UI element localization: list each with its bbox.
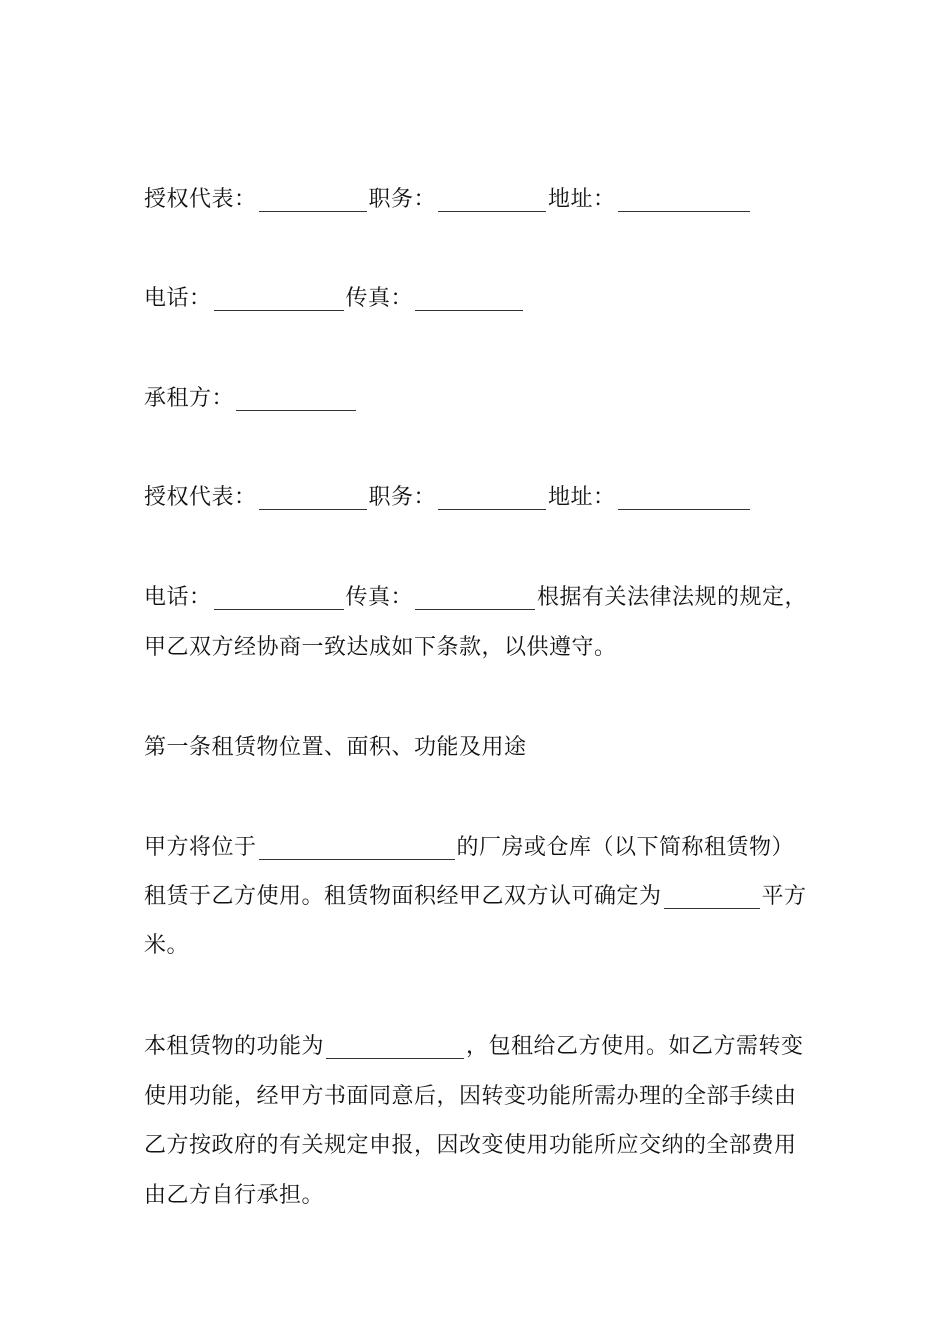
preamble-line: 甲乙双方经协商一致达成如下条款，以供遵守。 [144,635,617,660]
article1-p1-line1 [144,834,794,862]
phone-label: 电话： [144,286,212,311]
article1-p1-line3: 米。 [144,933,190,958]
preamble-tail: 根据有关法律法规的规定， [537,585,808,610]
article1-p2-line2: 使用功能，经甲方书面同意后，因转变功能所需办理的全部手续由 [144,1084,797,1109]
rep-label: 授权代表： [144,187,257,212]
area-blank[interactable] [664,886,760,909]
phone-label: 电话： [144,585,212,610]
p2-text-b: ，包租给乙方使用。如乙方需转变 [466,1034,804,1059]
lessee-label: 承租方： [144,386,235,411]
rep-label: 授权代表： [144,485,257,510]
article1-p2-line1 [144,1033,804,1061]
fax-label: 传真： [345,585,414,610]
address-label: 地址： [548,485,616,510]
lessee-blank[interactable] [236,388,356,411]
title-label: 职务： [368,187,437,212]
lessee-rep-line [144,484,752,512]
lessor-phone-line [144,285,525,313]
p1-text-b: 的厂房或仓库（以下简称租赁物） [456,835,795,860]
p2-text-a: 本租赁物的功能为 [144,1034,325,1059]
title-blank[interactable] [438,189,546,212]
fax-blank[interactable] [415,587,535,610]
article1-p1-line2 [144,883,807,911]
fax-blank[interactable] [415,288,523,311]
article1-p2-line4: 由乙方自行承担。 [144,1183,325,1208]
title-blank[interactable] [438,487,546,510]
p1-text-d: 平方 [761,884,807,909]
fax-label: 传真： [345,286,414,311]
article1-heading: 第一条租赁物位置、面积、功能及用途 [144,735,527,760]
lessee-phone-line [144,584,807,612]
phone-blank[interactable] [214,587,344,610]
function-blank[interactable] [326,1036,464,1059]
address-blank[interactable] [618,189,750,212]
rep-blank[interactable] [259,189,367,212]
lessee-line [144,385,358,413]
address-blank[interactable] [618,487,750,510]
lessor-rep-line [144,186,752,214]
article1-p2-line3: 乙方按政府的有关规定申报，因改变使用功能所应交纳的全部费用 [144,1133,797,1158]
address-label: 地址： [548,187,616,212]
location-blank[interactable] [259,837,455,860]
rep-blank[interactable] [259,487,367,510]
p1-text-a: 甲方将位于 [144,835,257,860]
title-label: 职务： [368,485,437,510]
phone-blank[interactable] [214,288,344,311]
p1-text-c: 租赁于乙方使用。租赁物面积经甲乙双方认可确定为 [144,884,662,909]
